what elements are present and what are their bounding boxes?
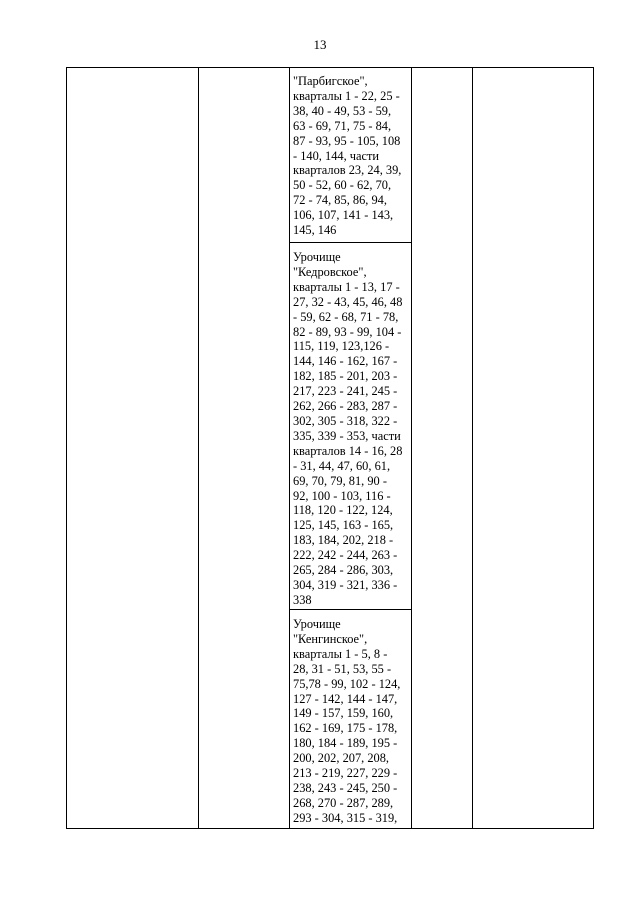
page-number: 13: [313, 37, 327, 52]
table: [66, 67, 594, 829]
row-divider: [289, 242, 411, 243]
column-divider: [198, 68, 199, 828]
column-divider: [289, 68, 290, 828]
table-cell: "Парбигское", кварталы 1 - 22, 25 - 38, 40 - 49, 53 - 59, 63 - 69, 71, 75 - 84, 87 - 93, 95 - 105, 108 - 140, 144, части кварталов 23, 24, 39, 50 - 52, 60 - 62, 70, 72 - 74, 85, 86, 94, 106, 107, 141 - 143, 145, 146: [293, 74, 402, 238]
table-cell: Урочище "Кенгинское", кварталы 1 - 5, 8 - 28, 31 - 51, 53, 55 - 75,78 - 99, 102 - 124, 127 - 142, 144 - 147, 149 - 157, 159, 160, 162 - 169, 175 - 178, 180, 184 - 189, 195 - 200, 202, 207, 208, 213 - 219, 227, 229 - 238, 243 - 245, 250 - 268, 270 - 287, 289, 293 - 304, 315 - 319,: [293, 617, 401, 825]
column-divider: [472, 68, 473, 828]
table-cell: Урочище "Кедровское", кварталы 1 - 13, 17 - 27, 32 - 43, 45, 46, 48 - 59, 62 - 68, 71 - 78, 82 - 89, 93 - 99, 104 - 115, 119, 123,126 - 144, 146 - 162, 167 - 182, 185 - 201, 203 - 217, 223 - 241, 245 - 262, 266 - 283, 287 - 302, 305 - 318, 322 - 335, 339 - 353, части кварталов 14 - 16, 28 - 31, 44, 47, 60, 61, 69, 70, 79, 81, 90 - 92, 100 - 103, 116 - 118, 120 - 122, 124, 125, 145, 163 - 165, 183, 184, 202, 218 - 222, 242 - 244, 263 - 265, 284 - 286, 303, 304, 319 - 321, 336 - 338: [293, 250, 403, 607]
row-divider: [289, 609, 411, 610]
column-divider: [411, 68, 412, 828]
